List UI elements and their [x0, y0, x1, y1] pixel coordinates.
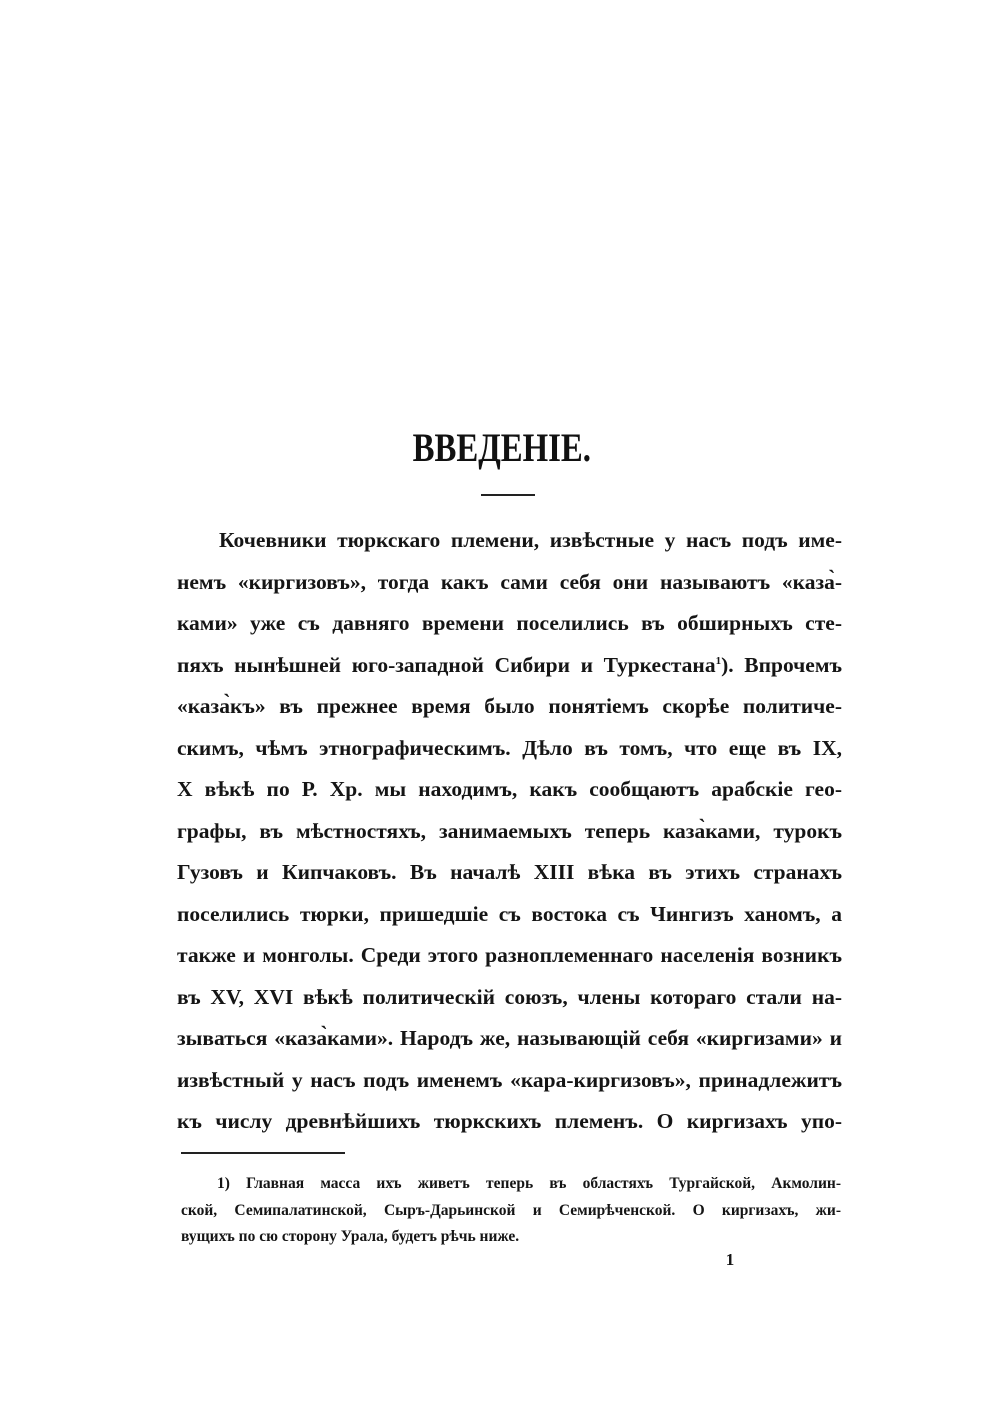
body-line: скимъ, чѣмъ этнографическимъ. Дѣло въ томъ, что еще въ IX,: [177, 735, 842, 760]
body-line: Кочевники тюркскаго племени, извѣстные у насъ подъ име-: [219, 528, 842, 552]
body-line-tail: ). Впрочемъ: [721, 652, 842, 677]
body-line: [177, 645, 842, 687]
footnote-line: ской, Семипалатинской, Сыръ-Дарьинской и Семирѣченской. О киргизахъ, жи-: [181, 1201, 841, 1219]
body-line: зываться «каза̀ками». Народъ же, называющій себя «киргизами» и: [177, 1026, 842, 1050]
body-line: «каза̀къ» въ прежнее время было понятіемъ скорѣе политиче-: [177, 694, 842, 718]
chapter-title: ВВЕДЕНІЕ.: [412, 425, 592, 470]
body-line: поселились тюрки, пришедшіе съ востока съ Чингизъ ханомъ, а: [177, 901, 842, 926]
body-paragraph: [177, 520, 842, 1143]
body-line: немъ «киргизовъ», тогда какъ сами себя они называютъ «каза̀-: [177, 569, 842, 594]
footnote-divider: [181, 1152, 345, 1154]
body-line-text: пяхъ нынѣшней юго-западной Сибири и Туркестана: [177, 652, 716, 677]
body-line: графы, въ мѣстностяхъ, занимаемыхъ теперь каза̀ками, турокъ: [177, 818, 842, 843]
body-line: къ числу древнѣйшихъ тюркскихъ племенъ. О киргизахъ упо-: [177, 1109, 842, 1133]
body-line: также и монголы. Среди этого разноплеменнаго населенія возникъ: [177, 943, 842, 967]
body-line: въ XV, XVI вѣкѣ политическій союзъ, члены котораго стали на-: [177, 984, 842, 1009]
footnote-line: вущихъ по сю сторону Урала, будетъ рѣчь ниже.: [181, 1228, 520, 1245]
footnote: [181, 1171, 841, 1251]
page-number: 1: [725, 1250, 735, 1269]
body-line: извѣстный у насъ подъ именемъ «кара-киргизовъ», принадлежитъ: [177, 1067, 842, 1092]
body-line: X вѣкѣ по Р. Хр. мы находимъ, какъ сообщаютъ арабскіе гео-: [177, 777, 842, 801]
body-line: ками» уже съ давняго времени поселились въ обширныхъ сте-: [177, 611, 842, 635]
footnote-reference[interactable]: 1: [715, 654, 722, 667]
body-line: Гузовъ и Кипчаковъ. Въ началѣ XIII вѣка въ этихъ странахъ: [177, 860, 842, 884]
footnote-line: 1) Главная масса ихъ живетъ теперь въ областяхъ Тургайской, Акмолин-: [217, 1175, 841, 1192]
title-divider: [481, 494, 535, 496]
